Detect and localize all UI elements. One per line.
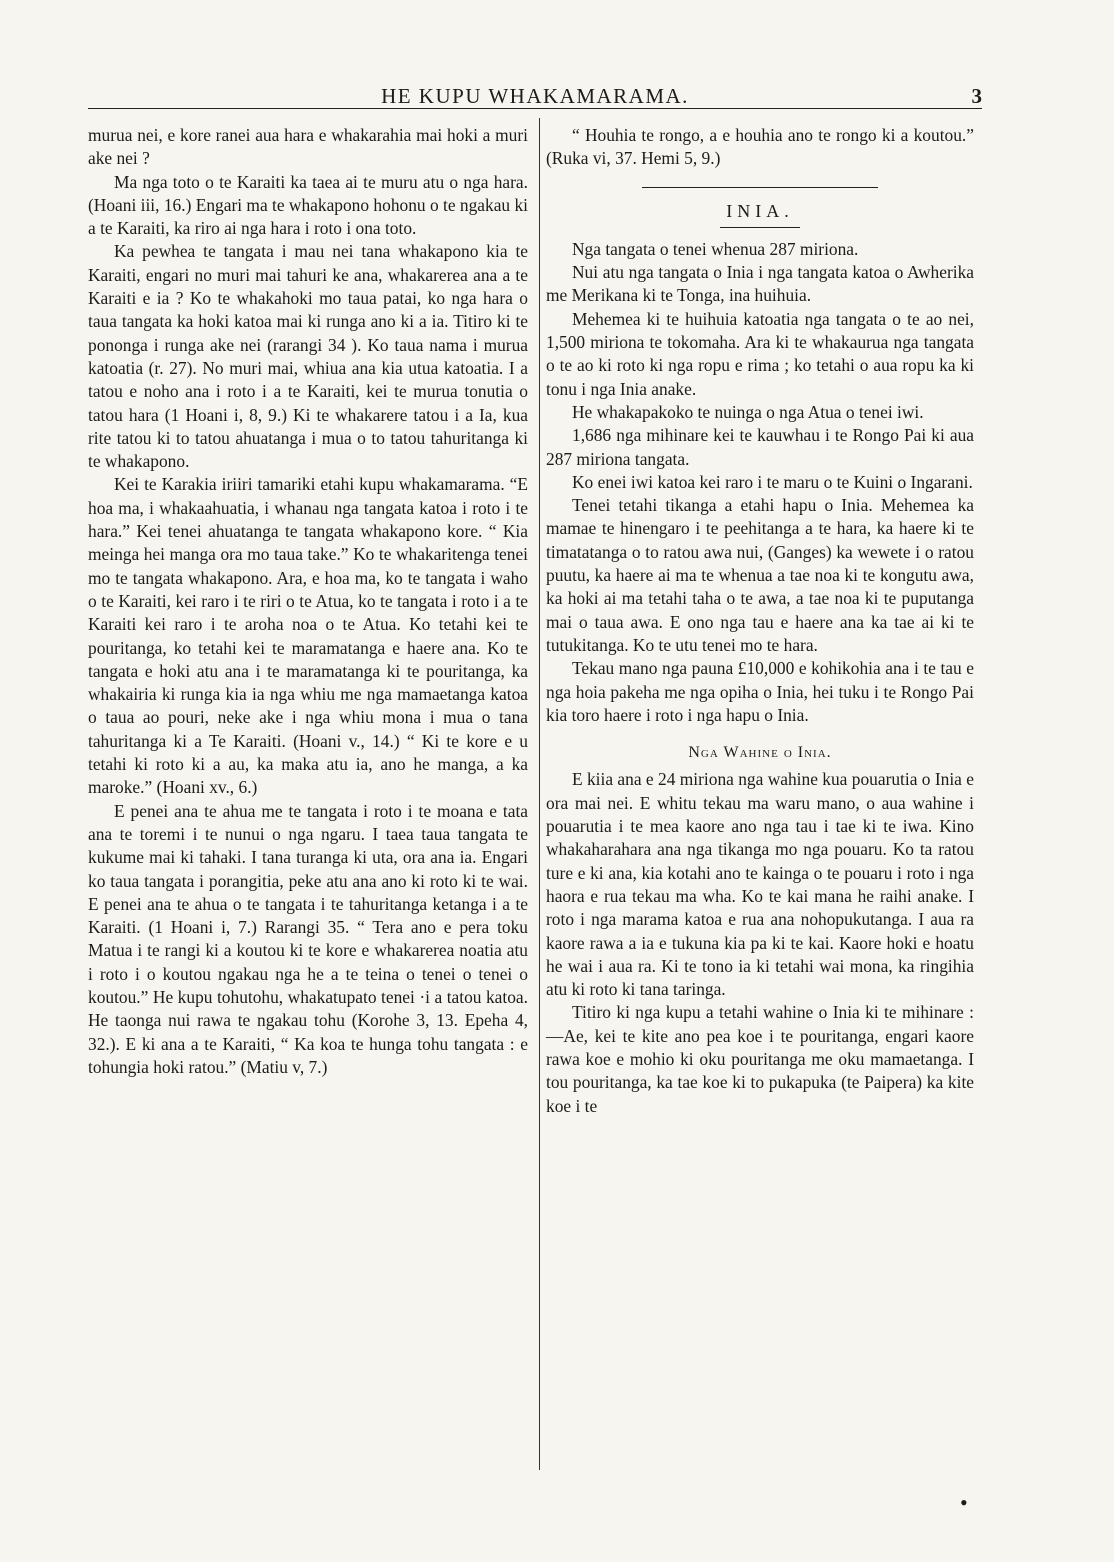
paragraph: Ka pewhea te tangata i mau nei tana whakapono kia te Karaiti, engari no muri mai tahuri ke ana, whakarerea ana a te Karaiti e ia ? Ko te whakahoki mo taua patai, ko nga hara o taua tangata ka hoki katoa mai ki runga ano ki a ia. Titiro ki te pononga i runga ake nei (rarangi 34 ). Ko taua nama i murua katoatia (r. 27). No muri mai, whiua ana kia utua katoatia. I a tatou e noho ana i roto i a te Karaiti, kei te murua tonutia o tatou hara (1 Hoani i, 8, 9.) Ki te whakarere tatou i a Ia, kua rite tatou ki to tatou ahuatanga i mua o to tatou tahuritanga ki te whakapono. — [88, 241, 528, 472]
paragraph: Mehemea ki te huihuia katoatia nga tangata o te ao nei, 1,500 miriona te tokomaha. Ara ki te whakaurua nga tangata o te ao ki roto ki nga ropu e rima ; ko tetahi o aua ropu ka ki tonu i nga Inia anake. — [546, 308, 974, 399]
paragraph: Ko enei iwi katoa kei raro i te maru o te Kuini o Ingarani. — [572, 471, 973, 492]
paragraph: murua nei, e kore ranei aua hara e whakarahia mai hoki a muri ake nei ? — [88, 125, 528, 169]
section-divider — [642, 187, 878, 188]
bullet-mark: • — [960, 1490, 968, 1515]
paragraph: Kei te Karakia iriiri tamariki etahi kupu whakamarama. “E hoa ma, i whakaahuatia, i whanau nga tangata katoa i roto i te hara.” Kei tenei ahuatanga te tangata whakapono kore. “ Kia meinga hei manga ora mo taua take.” Ko te whakaritenga tenei mo te tangata whakapono. Ara, e hoa ma, ko te tangata i waho o te Karaiti, kei raro i te riri o te Atua, ko te tangata i roto i a te Karaiti kei raro i te aroha noa o te Atua. Ko tetahi kei te pouritanga, ko tetahi kei te maramatanga e haere ana. Ko te tangata e hoki atu ana i te maramatanga ki te pouritanga, ka whakairia ki runga kia ia nga whiu me nga mamaetanga katoa o taua ao pouri, neke ake i nga whiu mona i mua o tana tahuritanga ki a Te Karaiti. (Hoani v., 14.) “ Ki te kore e u tetahi ki roto ki a au, ka maka atu ia, ano he manga, a ka maroke.” (Hoani xv., 6.) — [88, 474, 528, 798]
paragraph: Tenei tetahi tikanga a etahi hapu o Inia. Mehemea ka mamae te hinengaro i te peehitanga a te hara, ka haere ki te timatatanga o to ratou awa nui, (Ganges) ka wewete i o ratou puutu, ka haere ai ma te whenua a tae noa ki te kongutu awa, ka hoki ai ma tetahi taha o te awa, a tae noa ki te puputanga mai o taua awa. E ono nga tau e haere ana ka tae ai ki te tutukitanga. Ko te utu tenei mo te hara. — [546, 495, 974, 655]
paragraph: He whakapakoko te nuinga o nga Atua o tenei iwi. — [572, 401, 924, 422]
scripture-quote: “ Houhia te rongo, a e houhia ano te rongo ki a koutou.” (Ruka vi, 37. Hemi 5, 9.) — [546, 125, 974, 169]
paragraph: Tekau mano nga pauna £10,000 e kohikohia ana i te tau e nga hoia pakeha me nga opiha o Inia, hei tuku i te Rongo Pai kia toro haere i roto i nga hapu o Inia. — [546, 658, 974, 725]
paragraph: Titiro ki nga kupu a tetahi wahine o Inia ki te mihinare :—Ae, kei te kite ano pea koe i te pouritanga, engari kaore rawa koe e mohio ki oku pouritanga me oku mamaetanga. I tou pouritanga, ka tae koe ki to pukapuka (te Paipera) ka kite koe i te — [546, 1002, 974, 1116]
title-underline — [720, 227, 800, 228]
header-rule — [88, 108, 982, 109]
column-divider — [539, 118, 540, 1470]
paragraph: Nga tangata o tenei whenua 287 miriona. — [572, 238, 859, 259]
running-title: HE KUPU WHAKAMARAMA. — [381, 84, 689, 108]
paragraph: E penei ana te ahua me te tangata i roto i te moana e tata ana te toremi i te nunui o nga ngaru. I taea taua tangata te kukume mai ki tahaki. I tana turanga ki uta, ora ana ia. Engari ko taua tangata i porangitia, peke atu ana ano ki roto ki te wai. E penei ana te ahua o te tangata i te tahuritanga ketanga i a te Karaiti. (1 Hoani i, 7.) Rarangi 35. “ Tera ano e pera toku Matua i te rangi ki a koutou ki te kore e whakarerea noatia atu i roto i o koutou ngakau nga he a te teina o tenei o tenei o koutou.” He kupu tohutohu, whakatupato tenei ·i a tatou katoa. He taonga nui rawa te ngakau tohu (Korohe 3, 13. Epeha 4, 32.). E ki ana a te Karaiti, “ Ka koa te hunga tohu tangata : e tohungia hoki ratou.” (Matiu v, 7.) — [88, 800, 528, 1077]
page-number: 3 — [971, 84, 982, 108]
subheading: Nga Wahine o Inia. — [688, 744, 832, 762]
section-title: INIA. — [726, 200, 794, 221]
paragraph: Nui atu nga tangata o Inia i nga tangata katoa o Awherika me Merikana ki te Tonga, ina huihuia. — [546, 262, 974, 306]
paragraph: Ma nga toto o te Karaiti ka taea ai te muru atu o nga hara. (Hoani iii, 16.) Engari ma te whakapono hohonu o te ngakau ki a te Karaiti, ka riro ai nga hara i roto i ona toto. — [88, 171, 528, 239]
right-column — [546, 124, 974, 1118]
paragraph: E kiia ana e 24 miriona nga wahine kua pouarutia o Inia e ora mai nei. E whitu tekau ma waru mano, o aua wahine i pouarutia i te mea kaore ano nga tau i tae ki te iwa. Kino whakaharahara ana nga tikanga mo nga pouaru. Ko ta ratou ture e ki ana, kia kotahi ano te kainga o te pouaru i roto i nga haora e rua tekau ma wha. Ko te kai mana he raihi anake. I roto i nga marama katoa e rua ana nohopukutanga. I aua ra kaore rawa a ia e tukuna kia pa ki te kai. Kaore hoki e hoatu he wai i aua ra. Ki te tono ia ki tetahi wai mona, ka ringihia atu ki roto ki tana taringa. — [546, 769, 974, 1000]
paragraph: 1,686 nga mihinare kei te kauwhau i te Rongo Pai ki aua 287 miriona tangata. — [546, 425, 974, 469]
left-column — [88, 124, 528, 1079]
